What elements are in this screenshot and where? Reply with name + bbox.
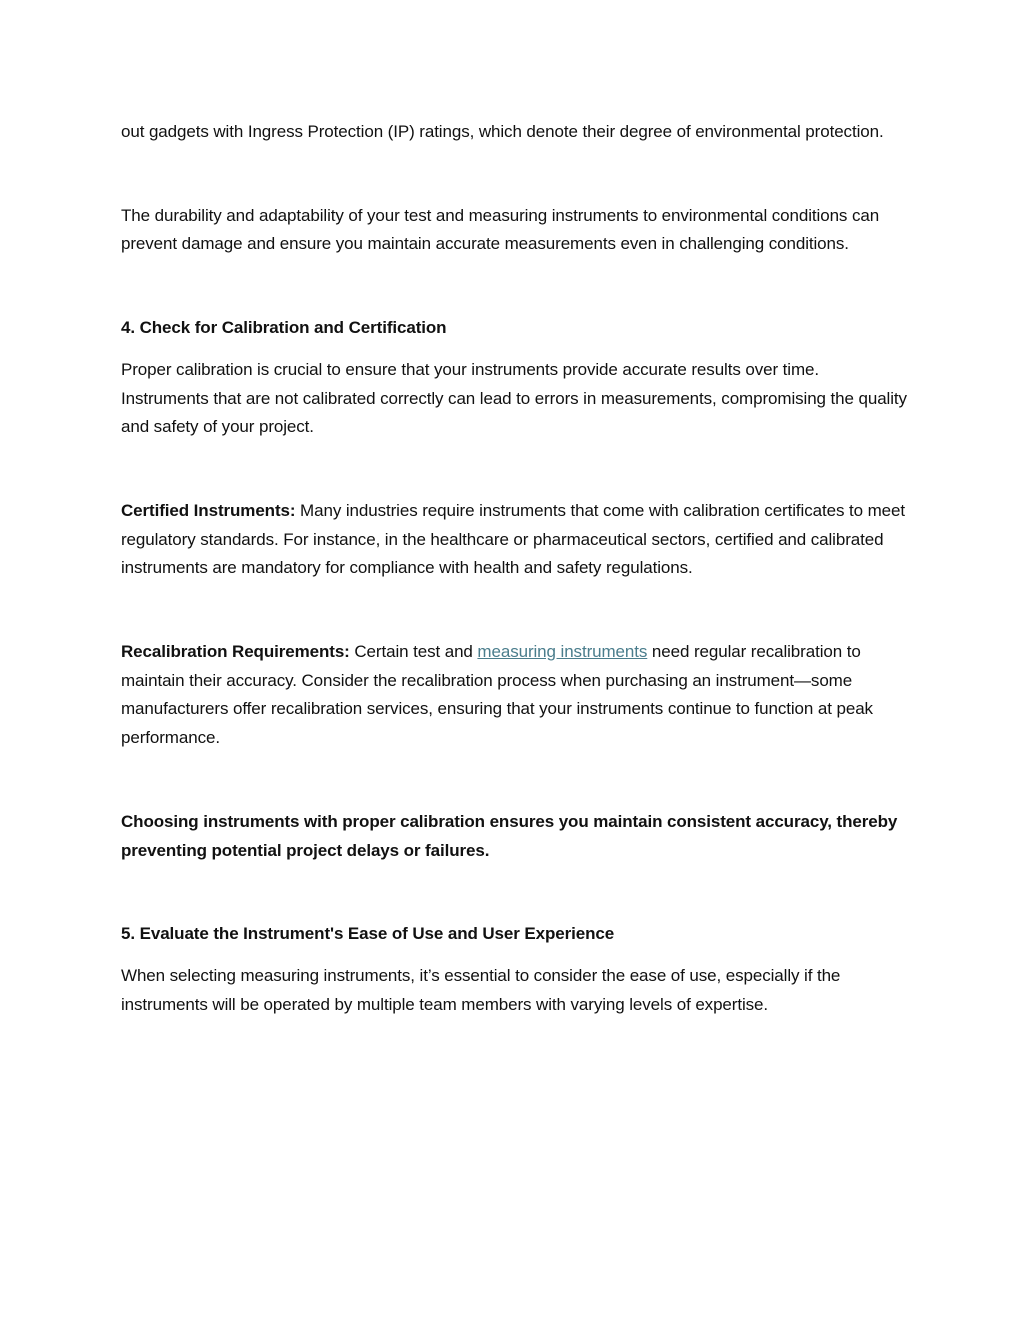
section-heading-ease-of-use: 5. Evaluate the Instrument's Ease of Use and User Experience: [121, 924, 615, 944]
paragraph-durability: The durability and adaptability of your test and measuring instruments to environmental conditions can prevent damage and ensure you maintain accurate measurements even in challenging conditions.: [121, 205, 880, 254]
recalibration-label: Recalibration Requirements:: [121, 642, 350, 662]
paragraph-proper-calibration: Proper calibration is crucial to ensure that your instruments provide accurate results over time. Instruments that are not calibrated correctly can lead to errors in measurements, compromising the quality and safety of your project.: [121, 359, 907, 437]
certified-instruments-text: Many industries require instruments that come with calibration certificates to meet regulatory standards. For instance, in the healthcare or pharmaceutical sectors, certified and calibrated instruments are mandatory for compliance with health and safety regulations.: [121, 500, 905, 578]
measuring-instruments-link[interactable]: measuring instruments: [477, 642, 648, 662]
paragraph-certified-instruments: [121, 497, 911, 583]
section-heading-calibration: 4. Check for Calibration and Certification: [121, 318, 447, 338]
paragraph-ease-of-use: When selecting measuring instruments, it’s essential to consider the ease of use, especially if the instruments will be operated by multiple team members with varying levels of expertise.: [121, 965, 841, 1014]
document-page: [121, 118, 911, 1019]
paragraph-ip-ratings: out gadgets with Ingress Protection (IP) ratings, which denote their degree of environmental protection.: [121, 122, 884, 141]
recalibration-text-before: Certain test and: [349, 642, 478, 662]
paragraph-recalibration: [121, 638, 911, 753]
certified-instruments-label: Certified Instruments:: [121, 500, 296, 520]
paragraph-summary: Choosing instruments with proper calibration ensures you maintain consistent accuracy, thereby preventing potential project delays or failures.: [121, 811, 898, 860]
recalibration-text-after: need regular recalibration to maintain their accuracy. Consider the recalibration process when purchasing an instrument—some manufacturers offer recalibration services, ensuring that your instruments continue to function at peak performance.: [121, 642, 873, 748]
